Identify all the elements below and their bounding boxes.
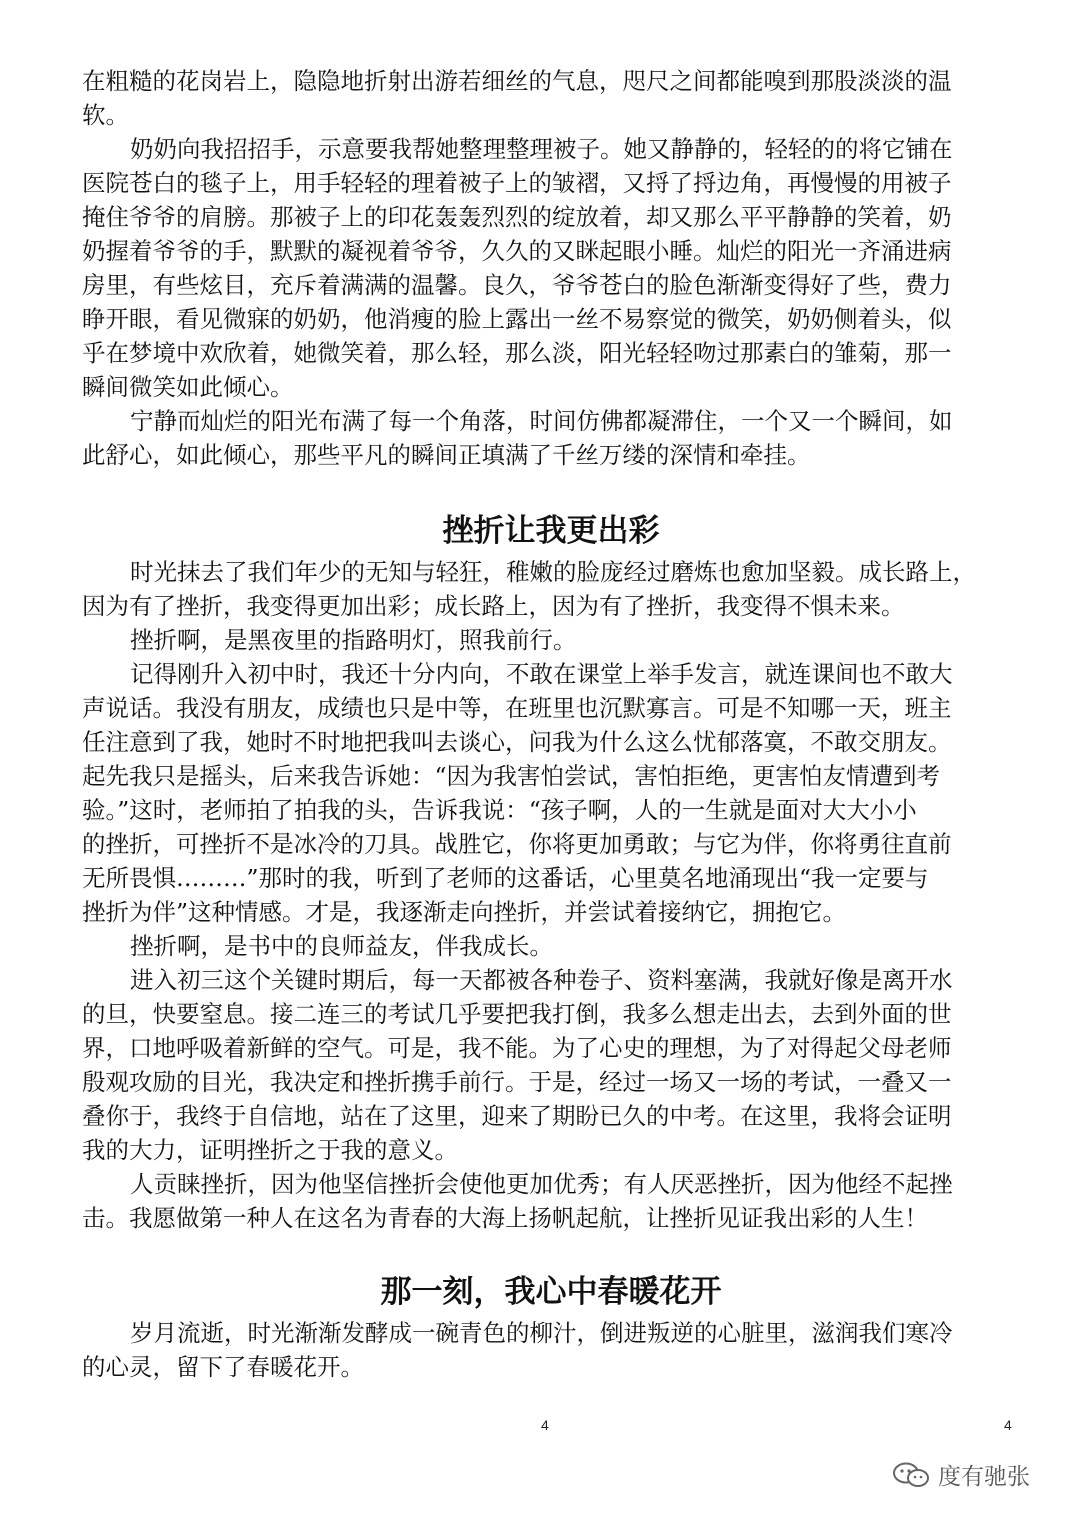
section-title: 那一刻，我心中春暖花开 — [380, 1274, 722, 1310]
text-line: 因为有了挫折，我变得更加出彩；成长路上，因为有了挫折，我变得不惧未来。 — [82, 592, 905, 620]
text-line: 奶奶向我招招手，示意要我帮她整理整理被子。她又静静的，轻轻的的将它铺在 — [130, 135, 953, 163]
text-line: 挫折啊，是书中的良师益友，伴我成长。 — [130, 932, 553, 960]
text-line: 挫折啊，是黑夜里的指路明灯，照我前行。 — [130, 626, 577, 654]
text-line: 我的大力，证明挫折之于我的意义。 — [82, 1136, 458, 1164]
wechat-icon — [892, 1461, 930, 1489]
watermark — [892, 1458, 1030, 1491]
text-line: 记得刚升入初中时，我还十分内向，不敢在课堂上举手发言，就连课间也不敢大 — [130, 660, 953, 688]
section-title: 挫折让我更出彩 — [442, 513, 660, 549]
text-line: 起先我只是摇头，后来我告诉她：“因为我害怕尝试，害怕拒绝，更害怕友情遭到考 — [82, 762, 941, 790]
page-number: 4 — [541, 1417, 549, 1433]
text-line: 睁开眼，看见微寐的奶奶，他消瘦的脸上露出一丝不易察觉的微笑，奶奶侧着头，似 — [82, 305, 952, 333]
text-line: 瞬间微笑如此倾心。 — [82, 373, 294, 401]
text-line: 殷观攻励的目光，我决定和挫折携手前行。于是，经过一场又一场的考试，一叠又一 — [82, 1068, 952, 1096]
text-line: 声说话。我没有朋友，成绩也只是中等，在班里也沉默寡言。可是不知哪一天，班主 — [82, 694, 952, 722]
text-line: 任注意到了我，她时不时地把我叫去谈心，问我为什么这么忧郁落寞，不敢交朋友。 — [82, 728, 952, 756]
text-line: 验。”这时，老师拍了拍我的头，告诉我说：“孩子啊，人的一生就是面对大大小小 — [82, 796, 917, 824]
text-line: 在粗糙的花岗岩上，隐隐地折射出游若细丝的气息，咫尺之间都能嗅到那股淡淡的温 — [82, 67, 952, 95]
text-line: 时光抹去了我们年少的无知与轻狂，稚嫩的脸庞经过磨炼也愈加坚毅。成长路上， — [130, 558, 976, 586]
text-line: 岁月流逝，时光渐渐发酵成一碗青色的柳汁，倒进叛逆的心脏里，滋润我们寒冷 — [130, 1319, 953, 1347]
text-line: 此舒心，如此倾心，那些平凡的瞬间正填满了千丝万缕的深情和牵挂。 — [82, 441, 811, 469]
text-line: 人贡睐挫折，因为他坚信挫折会使他更加优秀；有人厌恶挫折，因为他经不起挫 — [130, 1170, 953, 1198]
document-page — [82, 64, 1012, 1384]
text-line: 界，口地呼吸着新鲜的空气。可是，我不能。为了心史的理想，为了对得起父母老师 — [82, 1034, 952, 1062]
text-line: 的旦，快要窒息。接二连三的考试几乎要把我打倒，我多么想走出去，去到外面的世 — [82, 1000, 952, 1028]
page-number: 4 — [1004, 1417, 1012, 1433]
text-line: 进入初三这个关键时期后，每一天都被各种卷子、资料塞满，我就好像是离开水 — [130, 966, 953, 994]
text-line: 的挫折，可挫折不是冰冷的刀具。战胜它，你将更加勇敢；与它为伴，你将勇往直前 — [82, 830, 952, 858]
text-line: 宁静而灿烂的阳光布满了每一个角落，时间仿佛都凝滞住，一个又一个瞬间，如 — [130, 407, 953, 435]
text-line: 击。我愿做第一种人在这名为青春的大海上扬帆起航，让挫折见证我出彩的人生！ — [82, 1204, 928, 1232]
text-line: 奶握着爷爷的手，默默的凝视着爷爷，久久的又眯起眼小睡。灿烂的阳光一齐涌进病 — [82, 237, 952, 265]
text-line: 的心灵，留下了春暖花开。 — [82, 1353, 364, 1381]
text-line: 挫折为伴”这种情感。才是，我逐渐走向挫折，并尝试着接纳它，拥抱它。 — [82, 898, 847, 926]
text-line: 房里，有些炫目，充斥着满满的温馨。良久，爷爷苍白的脸色渐渐变得好了些，费力 — [82, 271, 952, 299]
text-line: 无所畏惧………”那时的我，听到了老师的这番话，心里莫名地涌现出“我一定要与 — [82, 864, 929, 892]
text-line: 叠你于，我终于自信地，站在了这里，迎来了期盼已久的中考。在这里，我将会证明 — [82, 1102, 952, 1130]
text-line: 医院苍白的毯子上，用手轻轻的理着被子上的皱褶，又捋了捋边角，再慢慢的用被子 — [82, 169, 952, 197]
text-line: 软。 — [82, 101, 129, 129]
watermark-text: 度有驰张 — [938, 1464, 1030, 1490]
text-line: 乎在梦境中欢欣着，她微笑着，那么轻，那么淡，阳光轻轻吻过那素白的雏菊，那一 — [82, 339, 952, 367]
text-line: 掩住爷爷的肩膀。那被子上的印花轰轰烈烈的绽放着，却又那么平平静静的笑着，奶 — [82, 203, 952, 231]
